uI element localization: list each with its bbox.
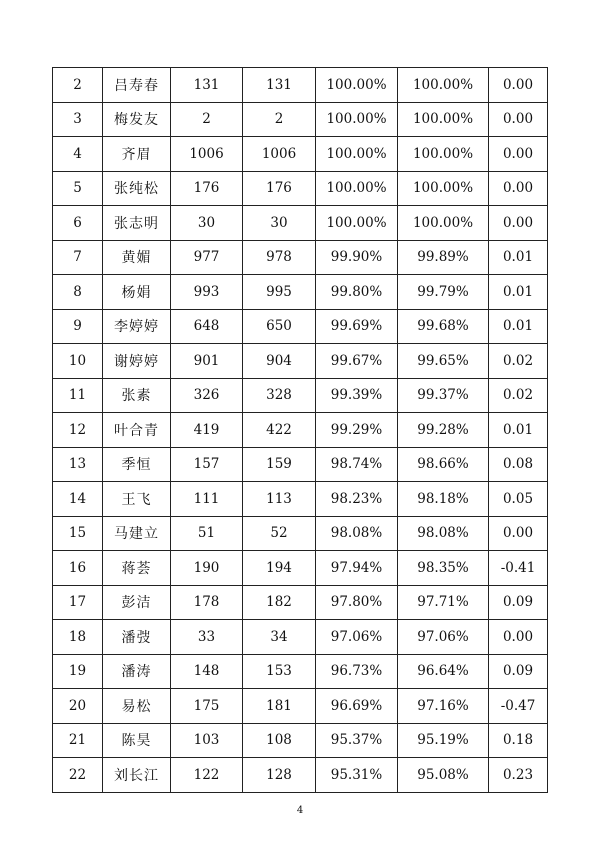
count-a-cell: 103 (171, 723, 243, 758)
count-b-cell: 978 (243, 240, 316, 275)
rate-a-cell: 100.00% (316, 102, 398, 137)
count-a-cell: 419 (171, 413, 243, 448)
rank-cell: 5 (53, 171, 103, 206)
name-cell: 梅发友 (103, 102, 171, 137)
table-row (53, 654, 548, 689)
name-cell: 王飞 (103, 482, 171, 517)
rate-a-cell: 97.80% (316, 585, 398, 620)
rank-cell: 20 (53, 689, 103, 724)
name-cell: 潘涛 (103, 654, 171, 689)
table-row (53, 378, 548, 413)
name-cell: 吕寿春 (103, 68, 171, 103)
count-a-cell: 326 (171, 378, 243, 413)
table-row (53, 689, 548, 724)
rate-b-cell: 99.65% (398, 344, 489, 379)
rate-a-cell: 99.90% (316, 240, 398, 275)
table-body (53, 68, 548, 793)
count-b-cell: 113 (243, 482, 316, 517)
rank-cell: 7 (53, 240, 103, 275)
diff-cell: 0.01 (489, 275, 548, 310)
name-cell: 叶合青 (103, 413, 171, 448)
rank-cell: 3 (53, 102, 103, 137)
rate-b-cell: 95.08% (398, 758, 489, 793)
rate-b-cell: 100.00% (398, 171, 489, 206)
table-row (53, 68, 548, 103)
name-cell: 黄媚 (103, 240, 171, 275)
name-cell: 蒋荟 (103, 551, 171, 586)
rank-cell: 22 (53, 758, 103, 793)
name-cell: 陈昊 (103, 723, 171, 758)
count-b-cell: 52 (243, 516, 316, 551)
name-cell: 张素 (103, 378, 171, 413)
rate-a-cell: 98.08% (316, 516, 398, 551)
table-row (53, 102, 548, 137)
rank-cell: 21 (53, 723, 103, 758)
count-a-cell: 2 (171, 102, 243, 137)
table-row (53, 137, 548, 172)
table-row (53, 723, 548, 758)
count-b-cell: 1006 (243, 137, 316, 172)
diff-cell: 0.01 (489, 309, 548, 344)
count-b-cell: 159 (243, 447, 316, 482)
diff-cell: 0.02 (489, 344, 548, 379)
count-b-cell: 995 (243, 275, 316, 310)
rate-b-cell: 99.28% (398, 413, 489, 448)
name-cell: 潘弢 (103, 620, 171, 655)
diff-cell: 0.02 (489, 378, 548, 413)
rate-a-cell: 100.00% (316, 68, 398, 103)
diff-cell: 0.08 (489, 447, 548, 482)
rank-cell: 10 (53, 344, 103, 379)
rank-cell: 13 (53, 447, 103, 482)
rate-b-cell: 100.00% (398, 102, 489, 137)
rate-a-cell: 97.06% (316, 620, 398, 655)
rank-cell: 14 (53, 482, 103, 517)
count-a-cell: 131 (171, 68, 243, 103)
rate-a-cell: 96.73% (316, 654, 398, 689)
rank-cell: 17 (53, 585, 103, 620)
rate-b-cell: 99.79% (398, 275, 489, 310)
rate-a-cell: 97.94% (316, 551, 398, 586)
rank-cell: 18 (53, 620, 103, 655)
count-b-cell: 108 (243, 723, 316, 758)
rate-a-cell: 98.74% (316, 447, 398, 482)
diff-cell: 0.00 (489, 620, 548, 655)
count-a-cell: 33 (171, 620, 243, 655)
table-row (53, 620, 548, 655)
count-b-cell: 181 (243, 689, 316, 724)
rank-cell: 9 (53, 309, 103, 344)
rank-cell: 2 (53, 68, 103, 103)
count-b-cell: 30 (243, 206, 316, 241)
ranking-table (52, 67, 548, 793)
rate-b-cell: 97.06% (398, 620, 489, 655)
rate-a-cell: 100.00% (316, 171, 398, 206)
table-row (53, 758, 548, 793)
rank-cell: 11 (53, 378, 103, 413)
rate-a-cell: 100.00% (316, 206, 398, 241)
name-cell: 彭洁 (103, 585, 171, 620)
rate-a-cell: 98.23% (316, 482, 398, 517)
rate-a-cell: 100.00% (316, 137, 398, 172)
count-a-cell: 190 (171, 551, 243, 586)
name-cell: 齐眉 (103, 137, 171, 172)
count-b-cell: 131 (243, 68, 316, 103)
rate-b-cell: 99.89% (398, 240, 489, 275)
rate-b-cell: 99.68% (398, 309, 489, 344)
name-cell: 季恒 (103, 447, 171, 482)
table-row (53, 516, 548, 551)
rate-a-cell: 95.37% (316, 723, 398, 758)
rate-a-cell: 95.31% (316, 758, 398, 793)
count-a-cell: 176 (171, 171, 243, 206)
count-a-cell: 648 (171, 309, 243, 344)
rank-cell: 8 (53, 275, 103, 310)
count-b-cell: 128 (243, 758, 316, 793)
table-row (53, 447, 548, 482)
diff-cell: 0.00 (489, 68, 548, 103)
diff-cell: 0.00 (489, 206, 548, 241)
rank-cell: 6 (53, 206, 103, 241)
rate-b-cell: 98.18% (398, 482, 489, 517)
count-b-cell: 2 (243, 102, 316, 137)
diff-cell: 0.01 (489, 240, 548, 275)
count-a-cell: 157 (171, 447, 243, 482)
name-cell: 刘长江 (103, 758, 171, 793)
rate-b-cell: 100.00% (398, 68, 489, 103)
name-cell: 张纯松 (103, 171, 171, 206)
count-a-cell: 122 (171, 758, 243, 793)
count-b-cell: 904 (243, 344, 316, 379)
diff-cell: 0.00 (489, 171, 548, 206)
table-row (53, 482, 548, 517)
name-cell: 张志明 (103, 206, 171, 241)
table-row (53, 309, 548, 344)
rate-b-cell: 100.00% (398, 206, 489, 241)
count-b-cell: 176 (243, 171, 316, 206)
rate-b-cell: 98.08% (398, 516, 489, 551)
diff-cell: 0.09 (489, 654, 548, 689)
count-a-cell: 993 (171, 275, 243, 310)
count-a-cell: 1006 (171, 137, 243, 172)
diff-cell: 0.05 (489, 482, 548, 517)
table-row (53, 275, 548, 310)
rate-a-cell: 96.69% (316, 689, 398, 724)
count-b-cell: 182 (243, 585, 316, 620)
name-cell: 马建立 (103, 516, 171, 551)
rate-b-cell: 98.35% (398, 551, 489, 586)
table-row (53, 240, 548, 275)
diff-cell: -0.41 (489, 551, 548, 586)
diff-cell: 0.09 (489, 585, 548, 620)
count-b-cell: 34 (243, 620, 316, 655)
diff-cell: 0.00 (489, 516, 548, 551)
rate-b-cell: 99.37% (398, 378, 489, 413)
count-a-cell: 148 (171, 654, 243, 689)
count-a-cell: 175 (171, 689, 243, 724)
count-b-cell: 422 (243, 413, 316, 448)
rate-b-cell: 97.16% (398, 689, 489, 724)
rank-cell: 12 (53, 413, 103, 448)
rate-a-cell: 99.29% (316, 413, 398, 448)
table-row (53, 171, 548, 206)
rate-b-cell: 98.66% (398, 447, 489, 482)
table-row (53, 413, 548, 448)
rate-b-cell: 100.00% (398, 137, 489, 172)
count-a-cell: 977 (171, 240, 243, 275)
diff-cell: 0.23 (489, 758, 548, 793)
diff-cell: 0.01 (489, 413, 548, 448)
count-a-cell: 178 (171, 585, 243, 620)
count-a-cell: 901 (171, 344, 243, 379)
rate-a-cell: 99.67% (316, 344, 398, 379)
rate-a-cell: 99.80% (316, 275, 398, 310)
rank-cell: 19 (53, 654, 103, 689)
rank-cell: 4 (53, 137, 103, 172)
name-cell: 易松 (103, 689, 171, 724)
name-cell: 李婷婷 (103, 309, 171, 344)
rate-b-cell: 97.71% (398, 585, 489, 620)
diff-cell: 0.18 (489, 723, 548, 758)
rate-a-cell: 99.39% (316, 378, 398, 413)
diff-cell: -0.47 (489, 689, 548, 724)
rank-cell: 16 (53, 551, 103, 586)
diff-cell: 0.00 (489, 102, 548, 137)
count-b-cell: 650 (243, 309, 316, 344)
count-a-cell: 30 (171, 206, 243, 241)
table-row (53, 585, 548, 620)
rank-cell: 15 (53, 516, 103, 551)
name-cell: 谢婷婷 (103, 344, 171, 379)
table-row (53, 551, 548, 586)
count-b-cell: 194 (243, 551, 316, 586)
diff-cell: 0.00 (489, 137, 548, 172)
name-cell: 杨娟 (103, 275, 171, 310)
count-a-cell: 111 (171, 482, 243, 517)
count-a-cell: 51 (171, 516, 243, 551)
count-b-cell: 328 (243, 378, 316, 413)
table-row (53, 206, 548, 241)
rate-b-cell: 95.19% (398, 723, 489, 758)
page-number: 4 (296, 805, 304, 816)
rate-b-cell: 96.64% (398, 654, 489, 689)
count-b-cell: 153 (243, 654, 316, 689)
rate-a-cell: 99.69% (316, 309, 398, 344)
table-row (53, 344, 548, 379)
